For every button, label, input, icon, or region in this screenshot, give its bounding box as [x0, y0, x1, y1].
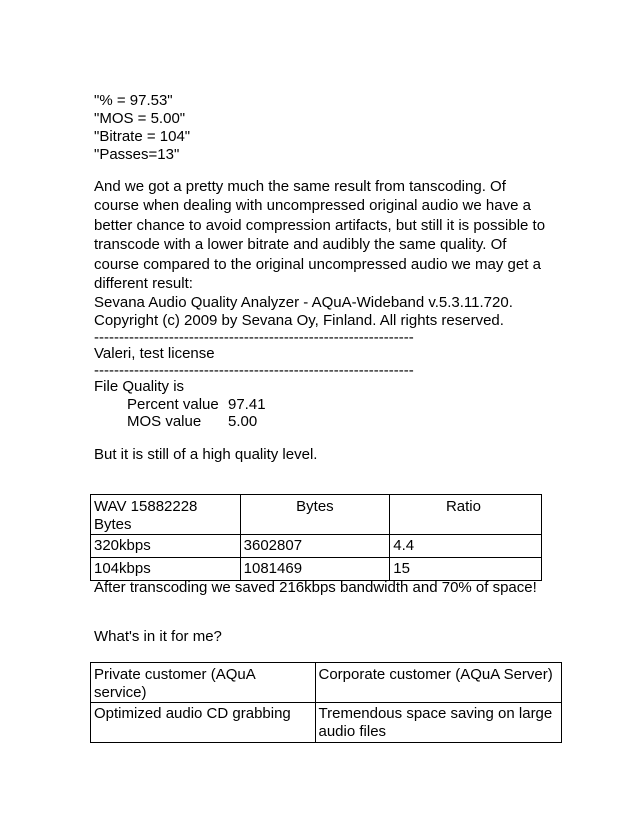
table-cell: 320kbps [91, 535, 241, 558]
separator-line: ---------------------------------------------------------------- [94, 362, 414, 379]
paragraph-quality: But it is still of a high quality level. [94, 446, 318, 463]
table-header-cell: Bytes [240, 495, 390, 535]
table-header-cell: WAV 15882228 Bytes [91, 495, 241, 535]
paragraph-transcoding: And we got a pretty much the same result from tanscoding. Of course when dealing with uncompressed original audio we have a better chance to avoid compression artifacts, but still it is possible to transcode with a lower bitrate and audibly the same quality. Of course compared to the original uncompressed audio we may get a different result: [94, 178, 546, 293]
analyzer-copyright: Copyright (c) 2009 by Sevana Oy, Finland. All rights reserved. [94, 312, 504, 329]
table-header-cell: Ratio [390, 495, 542, 535]
table-header-cell: Corporate customer (AQuA Server) [315, 663, 562, 703]
mos-value-label: MOS value [127, 413, 202, 430]
analyzer-title: Sevana Audio Quality Analyzer - AQuA-Wideband v.5.3.11.720. [94, 294, 513, 311]
compression-table [90, 494, 542, 581]
result-bitrate: "Bitrate = 104" [94, 128, 191, 145]
result-passes: "Passes=13" [94, 146, 180, 163]
mos-value: 5.00 [228, 413, 258, 430]
table-header-cell: Private customer (AQuA service) [91, 663, 316, 703]
table-cell: 4.4 [390, 535, 542, 558]
percent-value-row [127, 396, 266, 414]
file-quality-label: File Quality is [94, 378, 185, 395]
table-cell: Optimized audio CD grabbing [91, 703, 316, 743]
question-heading: What's in it for me? [94, 628, 222, 645]
mos-value-row [127, 413, 257, 431]
table-row [91, 558, 542, 581]
table-header-row [91, 663, 562, 703]
table-header-row [91, 495, 542, 535]
percent-value: 97.41 [228, 396, 266, 413]
table-row [91, 703, 562, 743]
table-cell: Tremendous space saving on large audio files [315, 703, 562, 743]
result-mos: "MOS = 5.00" [94, 110, 186, 127]
table-cell: 3602807 [240, 535, 390, 558]
percent-value-label: Percent value [127, 396, 219, 413]
customer-table [90, 662, 562, 743]
table-row [91, 535, 542, 558]
table-cell: 15 [390, 558, 542, 581]
table-cell: 104kbps [91, 558, 241, 581]
result-percent: "% = 97.53" [94, 92, 173, 109]
license-text: Valeri, test license [94, 345, 215, 362]
table-cell: 1081469 [240, 558, 390, 581]
paragraph-savings: After transcoding we saved 216kbps bandwidth and 70% of space! [94, 579, 537, 596]
separator-line: ---------------------------------------------------------------- [94, 329, 414, 346]
